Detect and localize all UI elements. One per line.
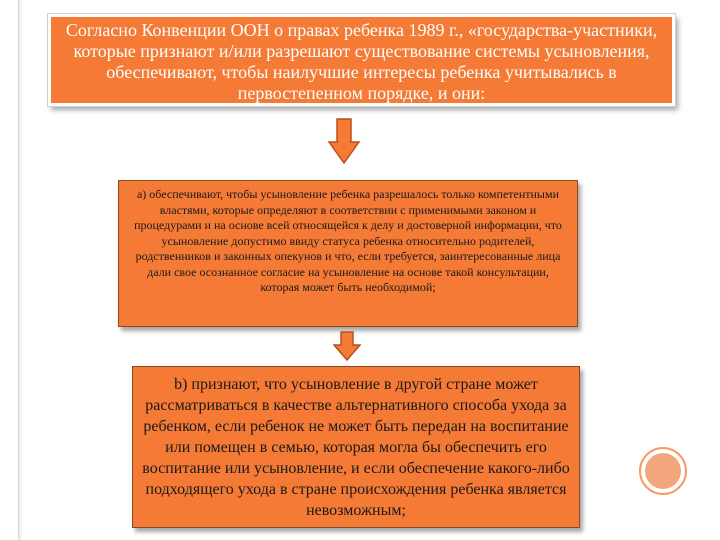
point-a-text: a) обеспечивают, чтобы усыновление ребенка разрешалось только компетентными властями, которые определяют в соответствии с применимыми законом и процедурами и на основе всей относящейся к делу и достоверной информации, что усыновление допустимо ввиду статуса ребенка относительно родителей, родственников и законных опекунов и что, если требуется, заинтересованные лица дали свое осознанное согласие на усыновление на основе такой консультации, которая может быть необходимой; xyxy=(134,187,562,294)
point-a-box xyxy=(118,180,578,327)
convention-intro-box xyxy=(48,14,675,106)
slide-left-shadow xyxy=(19,0,23,540)
point-b-text: b) признают, что усыновление в другой стране может рассматриваться в качестве альтернативного способа ухода за ребенком, если ребенок не может быть передан на воспитание или помещен в семью, которая могла бы обеспечить его воспитание или усыновление, и если обеспечение какого-либо подходящего ухода в стране происхождения ребенка является невозможным; xyxy=(142,376,570,519)
down-arrow-icon xyxy=(333,331,361,361)
convention-intro-text: Согласно Конвенции ООН о правах ребенка 1989 г., «государства-участники, которые признают и/или разрешают существование системы усыновления, обеспечивают, чтобы наилучшие интересы ребенка учитывались в первостепенном порядке, и они: xyxy=(65,20,658,103)
down-arrow-icon xyxy=(328,118,360,164)
circle-decoration-icon xyxy=(639,447,687,495)
point-b-box xyxy=(132,366,580,528)
